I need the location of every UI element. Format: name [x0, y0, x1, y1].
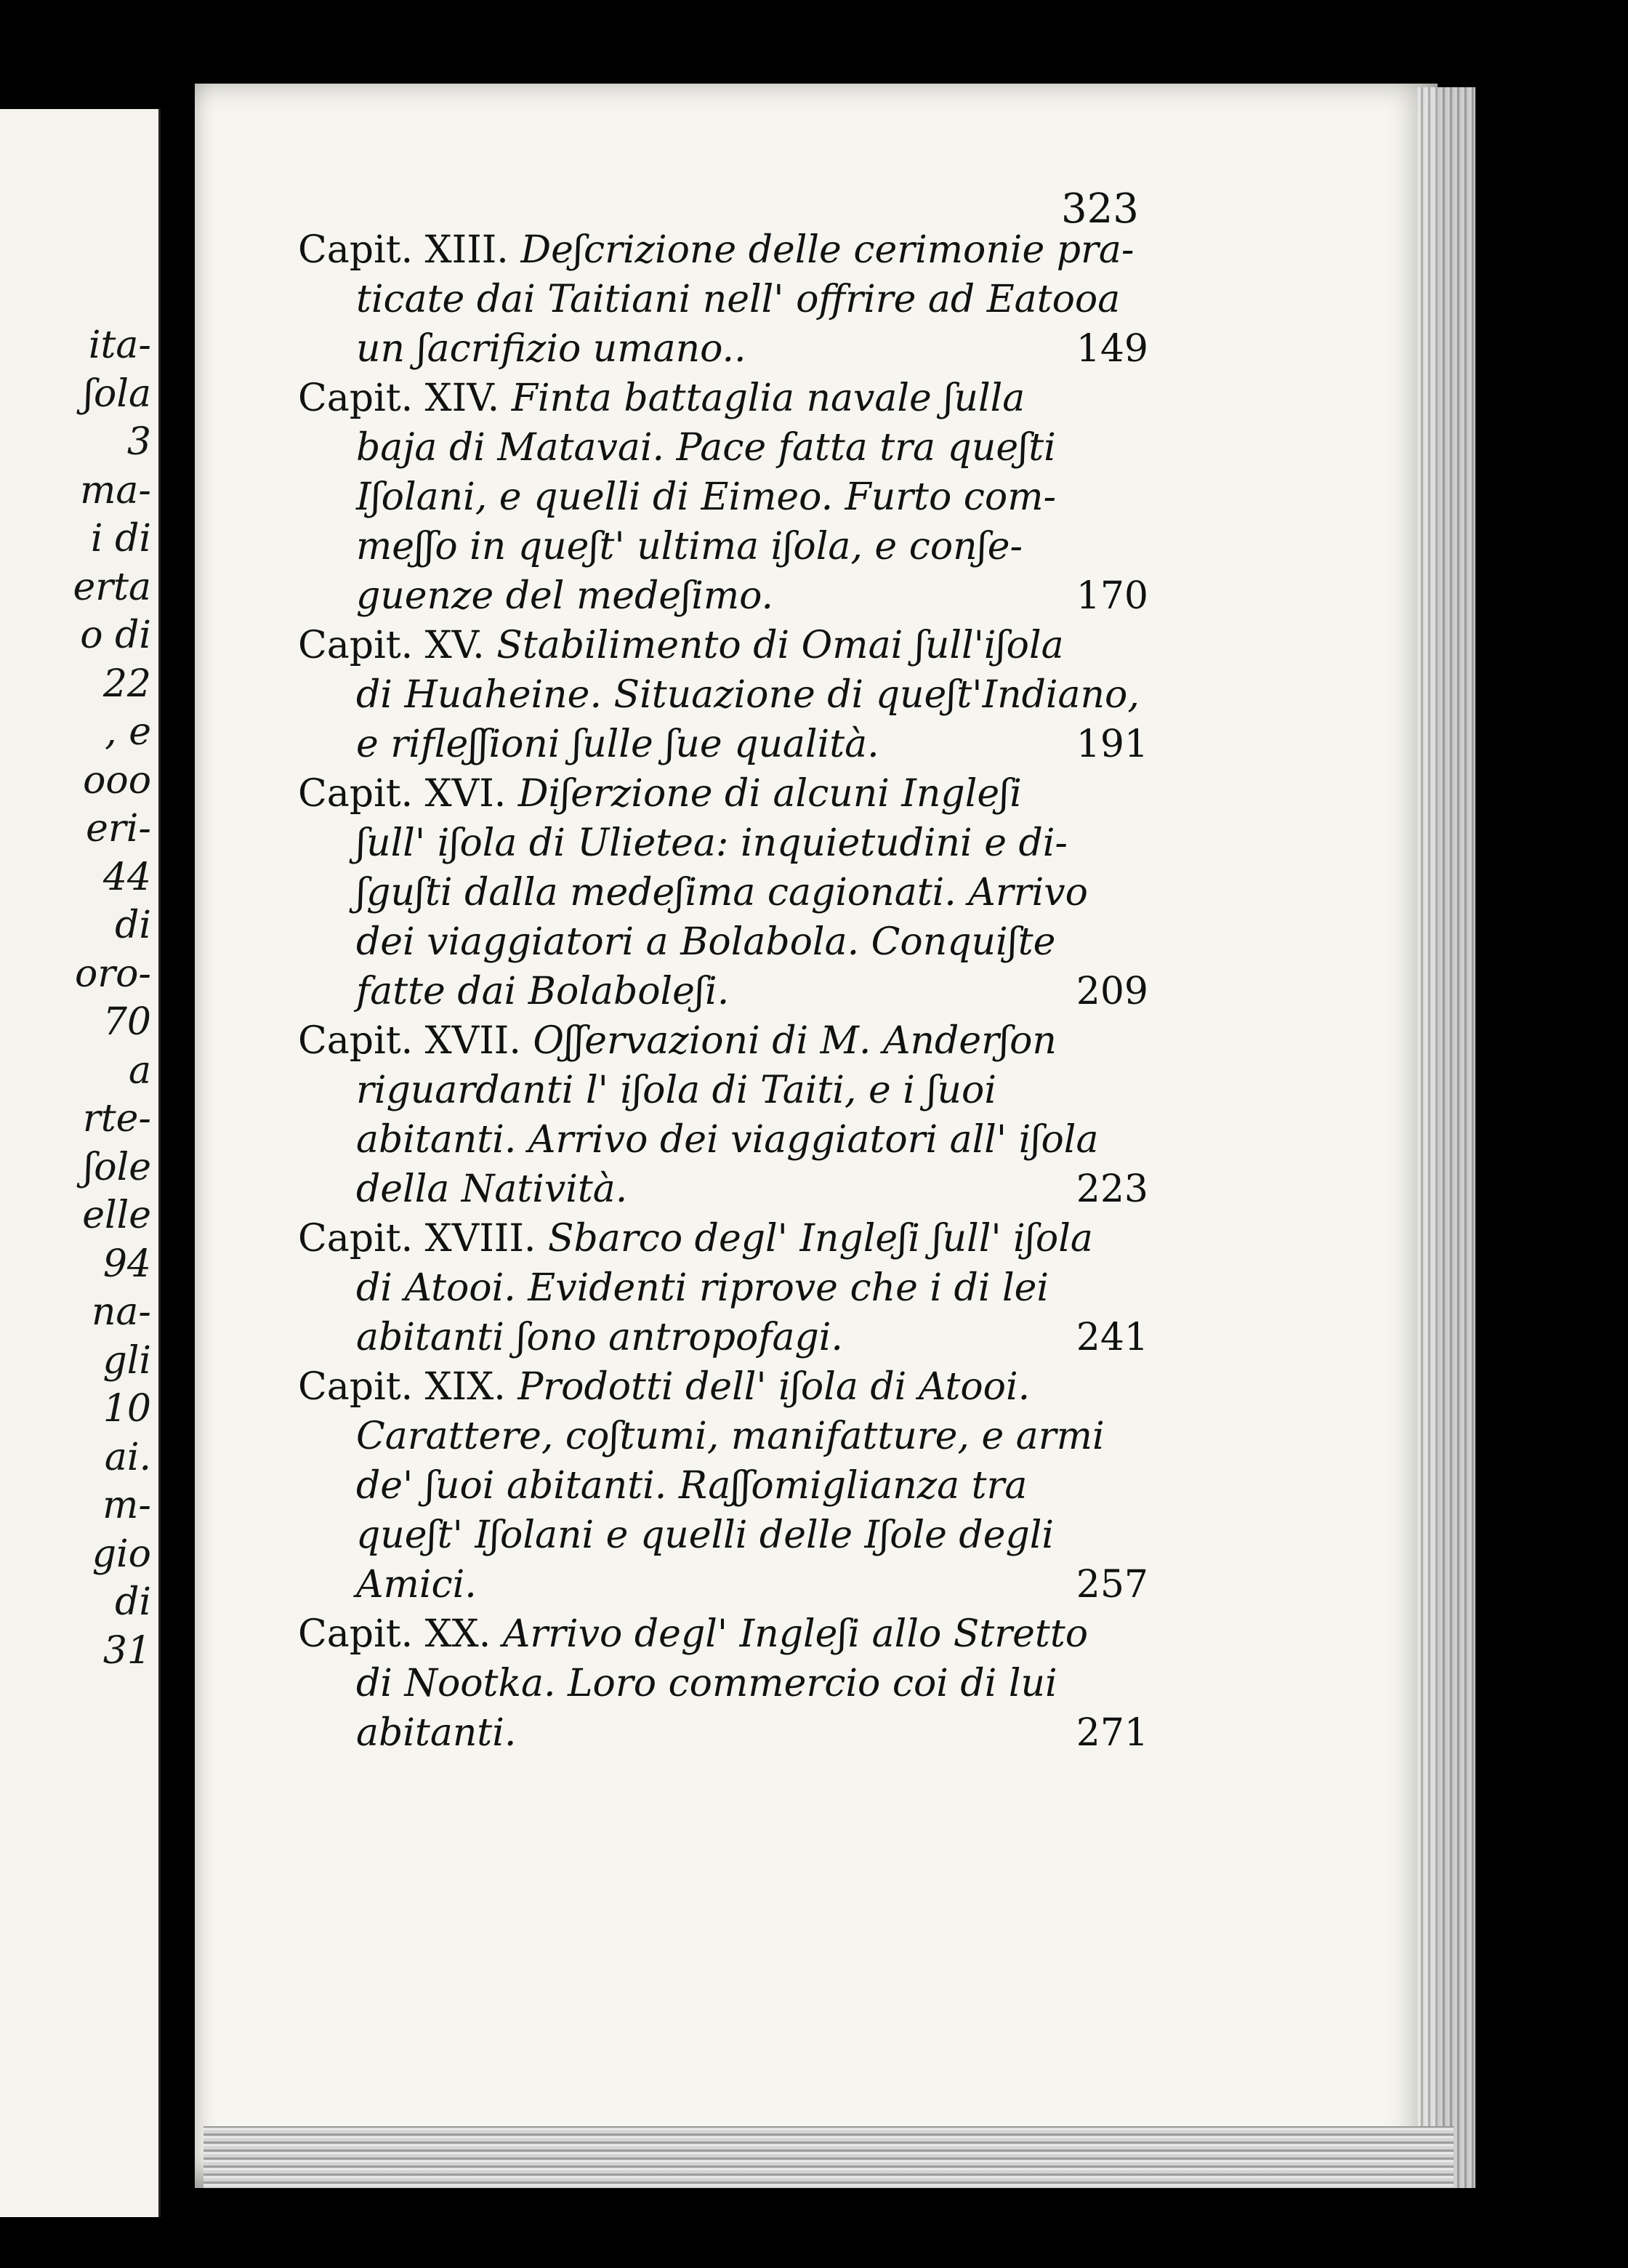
toc-line	[298, 1511, 1148, 1560]
toc-line	[298, 1165, 1148, 1214]
left-page-fragment: i di	[90, 517, 151, 560]
toc-entry	[298, 1609, 1148, 1758]
left-page-fragment: 31	[102, 1628, 151, 1673]
chapter-label: Capit. XVII.	[298, 1019, 533, 1063]
toc-line	[298, 1609, 1148, 1659]
chapter-page-number: 257	[1076, 1563, 1148, 1606]
chapter-label: Capit. XX.	[298, 1612, 503, 1656]
toc-line	[298, 868, 1148, 917]
toc-line	[298, 1659, 1148, 1708]
left-page-fragment: ooo	[83, 758, 151, 803]
toc-line	[298, 1362, 1148, 1412]
left-page-fragment: a	[128, 1048, 151, 1093]
chapter-description: ʃull' iʃola di Ulietea: inquietudini e di-	[356, 821, 1068, 865]
left-page-fragment: , e	[105, 710, 151, 754]
left-facing-page	[0, 109, 161, 2217]
left-page-fragment: erta	[73, 565, 151, 609]
left-page-fragment: ʃole	[84, 1145, 151, 1189]
page-number: 323	[1061, 185, 1139, 233]
chapter-description: Iʃolani, e quelli di Eimeo. Furto com-	[356, 475, 1057, 519]
toc-line	[298, 1263, 1148, 1313]
chapter-description: Sbarco degl' Ingleʃi ʃull' iʃola	[547, 1217, 1093, 1260]
chapter-description: di Atooi. Evidenti riprove che i di lei	[356, 1266, 1049, 1310]
toc-line	[298, 819, 1148, 868]
page-edge	[1417, 87, 1475, 2188]
toc-line	[298, 423, 1148, 472]
chapter-description: Carattere, coʃtumi, manifatture, e armi	[356, 1415, 1105, 1458]
chapter-description: Prodotti dell' iʃola di Atooi.	[517, 1365, 1031, 1409]
chapter-page-number: 241	[1076, 1316, 1148, 1359]
toc-line	[298, 769, 1148, 819]
chapter-page-number: 271	[1076, 1711, 1148, 1755]
toc-line	[298, 917, 1148, 967]
toc-entry	[298, 374, 1148, 621]
toc-line	[298, 275, 1148, 324]
toc-entry	[298, 1016, 1148, 1214]
chapter-page-number: 223	[1076, 1167, 1148, 1211]
chapter-label: Capit. XIV.	[298, 377, 512, 420]
toc-line	[298, 324, 1148, 374]
left-page-fragment: di	[115, 1580, 151, 1624]
chapter-description: Deʃcrizione delle cerimonie pra-	[520, 228, 1135, 272]
chapter-description: fatte dai Bolaboleʃi.	[356, 970, 730, 1013]
chapter-description: abitanti ʃono antropofagi.	[356, 1316, 843, 1359]
left-page-fragment: rte-	[82, 1097, 151, 1141]
toc-line	[298, 1313, 1148, 1362]
chapter-description: Stabilimento di Omai ʃull'iʃola	[496, 624, 1064, 667]
toc-line	[298, 1066, 1148, 1115]
left-page-fragment: 94	[102, 1242, 151, 1286]
left-page-fragment: 22	[102, 662, 151, 706]
toc-line	[298, 621, 1148, 670]
chapter-label: Capit. XVI.	[298, 772, 518, 816]
chapter-page-number: 209	[1076, 970, 1148, 1013]
chapter-description: ʃguʃti dalla medeʃima cagionati. Arrivo	[356, 871, 1088, 914]
left-page-fragment: m-	[102, 1484, 151, 1527]
left-page-fragment: ai.	[104, 1435, 151, 1479]
toc-line	[298, 1214, 1148, 1263]
left-page-fragment: 70	[102, 1000, 151, 1044]
chapter-description: queʃt' Iʃolani e quelli delle Iʃole degli	[356, 1513, 1055, 1557]
left-page-fragment: di	[115, 904, 151, 947]
toc-line	[298, 967, 1148, 1016]
toc-line	[298, 1412, 1148, 1461]
chapter-description: della Natività.	[356, 1167, 628, 1211]
chapter-description: riguardanti l' iʃola di Taiti, e i ʃuoi	[356, 1069, 996, 1112]
chapter-description: Oʃʃervazioni di M. Anderʃon	[533, 1019, 1057, 1063]
chapter-description: di Huaheine. Situazione di queʃt'Indiano,	[356, 673, 1140, 717]
chapter-description: meʃʃo in queʃt' ultima iʃola, e conʃe-	[356, 525, 1023, 568]
chapter-label: Capit. XIX.	[298, 1365, 518, 1409]
left-page-fragment: 3	[126, 420, 151, 464]
bottom-page-edge	[204, 2126, 1454, 2188]
chapter-page-number: 191	[1076, 723, 1148, 766]
chapter-description: Amici.	[356, 1563, 477, 1606]
chapter-description: e rifleʃʃioni ʃulle ʃue qualità.	[356, 723, 879, 766]
left-page-fragment: eri-	[86, 807, 151, 850]
toc-line	[298, 225, 1148, 275]
left-page-fragment: ita-	[88, 323, 151, 367]
chapter-description: Finta battaglia navale ʃulla	[511, 377, 1025, 420]
toc-line	[298, 522, 1148, 571]
chapter-description: abitanti. Arrivo dei viaggiatori all' iʃola	[356, 1118, 1099, 1162]
chapter-description: Diʃerzione di alcuni Ingleʃi	[517, 772, 1022, 816]
chapter-description: un ʃacrifizio umano..	[356, 327, 746, 371]
left-page-fragment: gli	[102, 1338, 151, 1383]
toc-line	[298, 720, 1148, 769]
left-page-fragment: o di	[80, 614, 151, 657]
toc-line	[298, 670, 1148, 720]
toc-line	[298, 1560, 1148, 1609]
chapter-description: dei viaggiatori a Bolabola. Conquiʃte	[356, 920, 1056, 964]
toc-entry	[298, 621, 1148, 769]
toc-line	[298, 472, 1148, 522]
left-page-fragment: ʃola	[83, 371, 151, 416]
toc-entry	[298, 769, 1148, 1016]
chapter-description: guenze del medeʃimo.	[356, 574, 774, 618]
chapter-label: Capit. XVIII.	[298, 1217, 548, 1260]
chapter-label: Capit. XV.	[298, 624, 497, 667]
left-page-fragment: gio	[92, 1532, 151, 1576]
toc-entry	[298, 1362, 1148, 1609]
toc-line	[298, 571, 1148, 621]
chapter-page-number: 170	[1076, 574, 1148, 618]
chapter-description: ticate dai Taitiani nell' offrire ad Eatooa	[356, 278, 1121, 321]
chapter-description: de' ʃuoi abitanti. Raʃʃomiglianza tra	[356, 1464, 1028, 1508]
left-page-fragment: oro-	[74, 952, 151, 996]
chapter-page-number: 149	[1076, 327, 1148, 371]
left-page-fragment: elle	[82, 1194, 151, 1237]
toc-line	[298, 1708, 1148, 1758]
left-page-fragment: 10	[102, 1387, 151, 1431]
toc-line	[298, 1016, 1148, 1066]
toc-line	[298, 1115, 1148, 1165]
left-page-fragment: na-	[91, 1290, 151, 1334]
toc-line	[298, 374, 1148, 423]
table-of-contents	[298, 225, 1148, 1758]
chapter-description: baja di Matavai. Pace fatta tra queʃti	[356, 426, 1056, 470]
chapter-description: Arrivo degl' Ingleʃi allo Stretto	[502, 1612, 1089, 1656]
left-page-fragment: ma-	[80, 468, 151, 512]
toc-entry	[298, 225, 1148, 374]
left-page-fragment: 44	[102, 855, 151, 899]
toc-entry	[298, 1214, 1148, 1362]
chapter-description: di Nootka. Loro commercio coi di lui	[356, 1662, 1057, 1705]
chapter-description: abitanti.	[356, 1711, 517, 1755]
toc-line	[298, 1461, 1148, 1511]
chapter-label: Capit. XIII.	[298, 228, 521, 272]
